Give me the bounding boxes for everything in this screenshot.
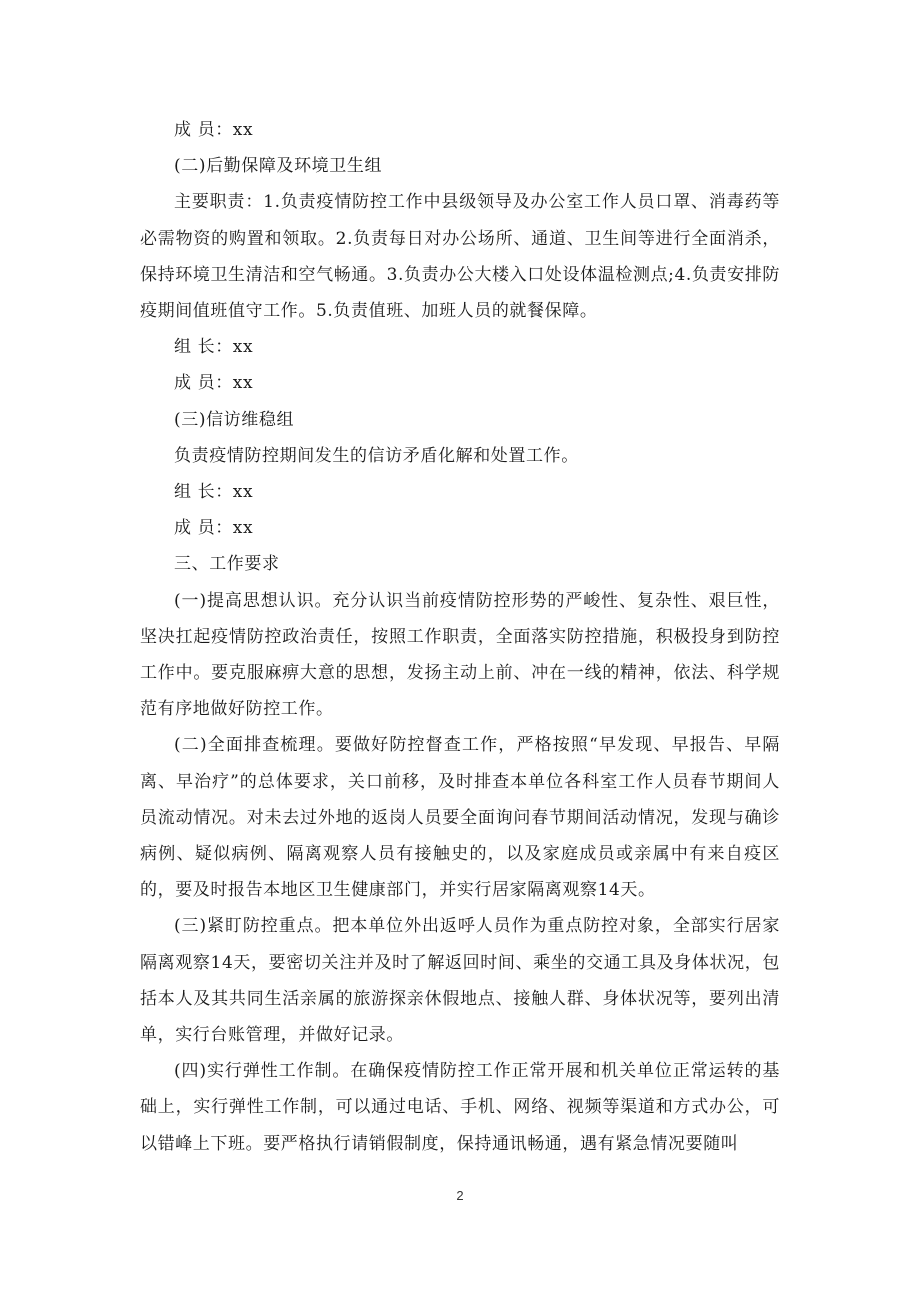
paragraph: 成 员：xx — [174, 120, 254, 140]
paragraph: (一)提高思想认识。充分认识当前疫情防控形势的严峻性、复杂性、艰巨性，坚决扛起疫情防控政治责任，按照工作职责，全面落实防控措施，积极投身到防控工作中。要克服麻痹大意的思想，发扬主动上前、冲在一线的精神，依法、科学规范有序地做好防控工作。 — [140, 590, 780, 720]
section-heading: (二)后勤保障及环境卫生组 — [174, 156, 383, 177]
paragraph: (三)紧盯防控重点。把本单位外出返呼人员作为重点防控对象，全部实行居家隔离观察14天，要密切关注并及时了解返回时间、乘坐的交通工具及身体状况，包括本人及其共同生活亲属的旅游探亲休假地点、接触人群、身体状况等，要列出清单，实行台账管理，并做好记录。 — [140, 916, 780, 1046]
paragraph: (二)全面排查梳理。要做好防控督查工作，严格按照“早发现、早报告、早隔离、早治疗”的总体要求，关口前移，及时排查本单位各科室工作人员春节期间人员流动情况。对未去过外地的返岗人员要全面询问春节期间活动情况，发现与确诊病例、疑似病例、隔离观察人员有接触史的，以及家庭成员或亲属中有来自疫区的，要及时报告本地区卫生健康部门，并实行居家隔离观察14天。 — [140, 735, 780, 901]
paragraph: 负责疫情防控期间发生的信访矛盾化解和处置工作。 — [174, 445, 579, 466]
paragraph: 组 长：xx — [174, 337, 254, 358]
page-number: 2 — [456, 1188, 464, 1203]
paragraph: 成 员：xx — [174, 373, 254, 394]
paragraph: (四)实行弹性工作制。在确保疫情防控工作正常开展和机关单位正常运转的基础上，实行弹性工作制，可以通过电话、手机、网络、视频等渠道和方式办公，可以错峰上下班。要严格执行请销假制度，保持通讯畅通，遇有紧急情况要随叫 — [140, 1061, 780, 1154]
paragraph: 成 员：xx — [174, 518, 254, 539]
document-body — [140, 112, 780, 1162]
section-heading: 三、工作要求 — [174, 554, 280, 575]
paragraph: 组 长：xx — [174, 482, 254, 503]
section-heading: (三)信访维稳组 — [174, 409, 295, 430]
paragraph: 主要职责：1.负责疫情防控工作中县级领导及办公室工作人员口罩、消毒药等必需物资的购置和领取。2.负责每日对办公场所、通道、卫生间等进行全面消杀，保持环境卫生清洁和空气畅通。3.负责办公大楼入口处设体温检测点;4.负责安排防疫期间值班值守工作。5.负责值班、加班人员的就餐保障。 — [140, 192, 780, 322]
